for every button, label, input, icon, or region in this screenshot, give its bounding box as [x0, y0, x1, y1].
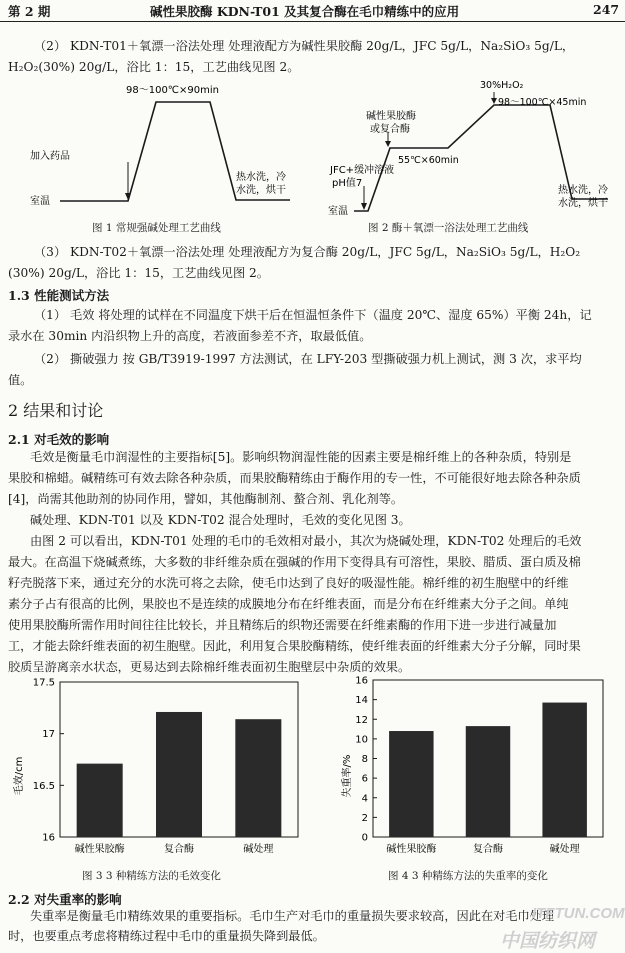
figure-3-bar-chart — [0, 676, 312, 862]
chart3-ytick-label: 16 — [42, 832, 55, 844]
chart3-category-label: 碱性果胶酶 — [74, 844, 125, 855]
fig2-room-label: 室温 — [328, 206, 348, 217]
chart4-category-label: 碱处理 — [549, 844, 580, 855]
figure-4-caption: 图 4 3 种精练方法的失重率的变化 — [388, 870, 548, 882]
watermark-domain: ITFTUN.COM — [532, 905, 625, 922]
chart3-bar — [156, 712, 202, 837]
chart3-bar — [235, 719, 281, 837]
body-1-line-2: 果胶和棉蜡。碱精练可有效去除各种杂质，而果胶酶精练由于酶作用的专一性，不可能很好地去除各种杂质 — [8, 471, 581, 485]
body-4-line-2: 时，也要重点考虑将精练过程中毛巾的重量损失降到最低。 — [8, 929, 325, 943]
section-2-heading: 2 结果和讨论 — [8, 401, 104, 420]
chart4-ytick-label: 2 — [361, 812, 368, 824]
para-2-line-1: （2） KDN-T01＋氧漂一浴法处理 处理液配方为碱性果胶酶 20g/L，JFC 5g/L，Na₂SiO₃ 5g/L， — [34, 39, 575, 53]
figure-1-process-curve — [0, 78, 312, 238]
method-1-line-1: （1） 毛效 将处理的试样在不同温度下烘干后在恒温恒条件下（温度 20℃、湿度 65%）平衡 24h，记 — [34, 308, 592, 322]
chart4-ytick-label: 16 — [355, 676, 368, 687]
issue-label: 第 2 期 — [8, 4, 51, 19]
chart4-bar — [466, 726, 510, 837]
body-4-line-1: 失重率是衡量毛巾精练效果的重要指标。毛巾生产对毛巾的重量损失要求较高，因此在对毛巾处理 — [30, 909, 555, 923]
fig2-jfc-line-2: pH值7 — [332, 178, 363, 189]
chart4-ytick-label: 0 — [361, 832, 368, 844]
chart4-bar — [542, 703, 586, 837]
body-3-line-5: 使用果胶酶所需作用时间往往比较长，并且精练后的织物还需要在纤维素酶的作用下进一步进行减量加 — [8, 618, 557, 632]
chart4-ytick-label: 4 — [361, 793, 368, 805]
body-3-line-7: 胶质呈游离亲水状态，更易达到去除棉纤维表面初生胞壁层中杂质的效果。 — [8, 660, 411, 674]
figure-2-process-curve — [318, 78, 625, 238]
fig1-temp-label: 98～100℃×90min — [126, 85, 220, 96]
method-2-line-2: 值。 — [8, 373, 33, 387]
chart4-ytick-label: 8 — [361, 754, 368, 765]
fig2-55c-label: 55℃×60min — [398, 155, 459, 166]
section-1-3-heading: 1.3 性能测试方法 — [8, 288, 110, 303]
chart3-ylabel: 毛效/cm — [14, 756, 25, 796]
chart4-ytick-label: 6 — [361, 773, 368, 785]
body-3-line-6: 工，才能去除纤维表面的初生胞壁。因此，利用复合果胶酶精练，使纤维表面的纤维素大分子分解，同时果 — [8, 639, 581, 653]
chart3-ytick-label: 16.5 — [32, 780, 55, 792]
method-1-line-2: 录水在 30min 内沿织物上升的高度，若液面参差不齐，取最低值。 — [8, 329, 372, 343]
method-2-line-1: （2） 撕破强力 按 GB/T3919-1997 方法测试，在 LFY-203 型撕破强力机上测试，测 3 次，求平均 — [34, 352, 582, 366]
fig2-wash-line-2: 水洗，烘干 — [558, 198, 608, 209]
body-3-line-3: 籽壳脱落下来，通过充分的水洗可将之去除，使毛巾达到了良好的吸湿性能。棉纤维的初生胞壁中的纤维 — [8, 576, 569, 590]
chart3-bar — [77, 764, 123, 837]
body-3-line-4: 素分子占有很高的比例，果胶也不是连续的成膜地分布在纤维表面，而是分布在纤维素大分子之间。单纯 — [8, 597, 569, 611]
chart4-category-label: 复合酶 — [473, 844, 503, 855]
chart4-ytick-label: 10 — [355, 734, 368, 746]
section-2-1-heading: 2.1 对毛效的影响 — [8, 432, 110, 447]
fig1-wash-line-2: 水洗，烘干 — [236, 185, 286, 196]
fig2-h2o2-label: 30%H₂O₂ — [480, 80, 524, 91]
chart4-ylabel: 失重率/% — [342, 754, 353, 798]
figure-3-caption: 图 3 3 种精练方法的毛效变化 — [82, 870, 221, 882]
chart4-ytick-label: 14 — [355, 695, 368, 707]
running-title: 碱性果胶酶 KDN-T01 及其复合酶在毛巾精练中的应用 — [150, 4, 460, 19]
chart3-ytick-label: 17.5 — [32, 677, 55, 689]
fig2-enzyme-line-2: 或复合酶 — [370, 124, 410, 135]
para-3-line-2: (30%) 20g/L，浴比 1：15，工艺曲线见图 2。 — [8, 266, 269, 280]
para-3-line-1: （3） KDN-T02＋氧漂一浴法处理 处理液配方为复合酶 20g/L，JFC 5g/L，Na₂SiO₃ 5g/L，H₂O₂ — [34, 245, 581, 259]
chart3-category-label: 碱处理 — [243, 844, 274, 855]
body-2-line-1: 碱处理、KDN-T01 以及 KDN-T02 混合处理时，毛效的变化见图 3。 — [30, 513, 411, 527]
section-2-2-heading: 2.2 对失重率的影响 — [8, 892, 122, 907]
watermark-site-name: 中国纺织网 — [500, 931, 596, 952]
page-number: 247 — [593, 2, 620, 17]
body-1-line-1: 毛效是衡量毛巾润湿性的主要指标[5]。影响织物润湿性能的因素主要是棉纤维上的各种杂质，特别是 — [30, 450, 572, 464]
body-3-line-1: 由图 2 可以看出，KDN-T01 处理的毛巾的毛效相对最小，其次为烧碱处理，KDN-T02 处理后的毛效 — [30, 534, 582, 548]
fig2-jfc-line-1: JFC+缓冲溶液 — [330, 165, 395, 176]
chart3-ytick-label: 17 — [42, 729, 55, 741]
body-3-line-2: 最大。在高温下烧碱煮练，大多数的非纤维杂质在强碱的作用下变得具有可溶性，果胶、腊质、蛋白质及棉 — [8, 555, 581, 569]
fig2-temp-label: 98～100℃×45min — [498, 97, 587, 108]
figure-1-caption: 图 1 常规强碱处理工艺曲线 — [92, 222, 221, 234]
figure-4-bar-chart — [318, 676, 618, 862]
chart3-category-label: 复合酶 — [164, 844, 194, 855]
para-2-line-2: H₂O₂(30%) 20g/L，浴比 1：15，工艺曲线见图 2。 — [8, 60, 300, 74]
fig1-room-label: 室温 — [30, 196, 50, 207]
chart4-ytick-label: 12 — [355, 714, 368, 726]
chart4-bar — [389, 731, 433, 837]
fig2-enzyme-line-1: 碱性果胶酶 — [366, 111, 416, 122]
header-rule — [0, 21, 625, 22]
chart4-category-label: 碱性果胶酶 — [386, 844, 437, 855]
figure-2-caption: 图 2 酶＋氧漂一浴法处理工艺曲线 — [368, 222, 529, 234]
body-1-line-3: [4]，尚需其他助剂的协同作用，譬如，其他酶制剂、螯合剂、乳化剂等。 — [8, 492, 404, 506]
fig1-wash-line-1: 热水洗，冷 — [236, 172, 286, 183]
fig2-wash-line-1: 热水洗，冷 — [558, 185, 608, 196]
fig1-add-label: 加入药品 — [30, 151, 70, 162]
